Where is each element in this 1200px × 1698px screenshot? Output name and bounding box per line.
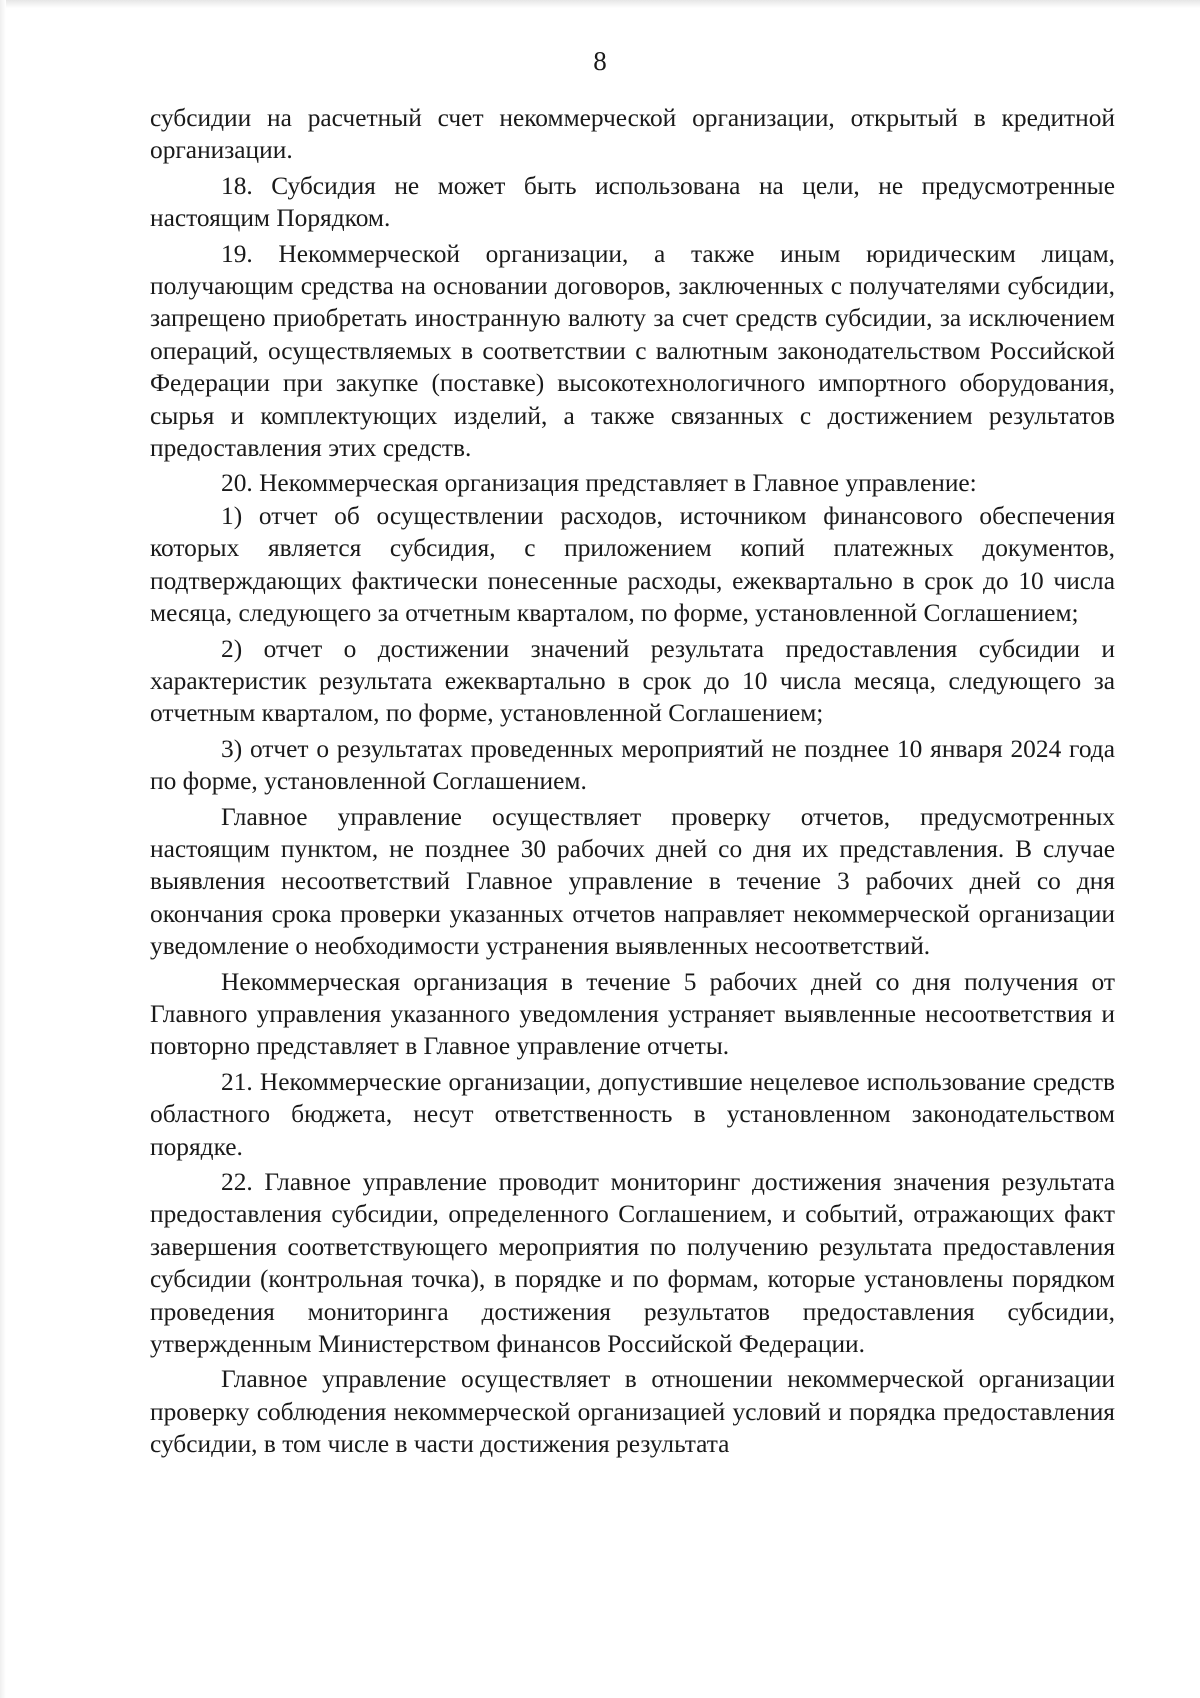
scan-edge-top bbox=[0, 0, 1200, 8]
scan-edge-left bbox=[0, 0, 6, 1698]
paragraph-continuation: субсидии на расчетный счет некоммерческой организации, открытый в кредитной организации. bbox=[150, 104, 1115, 165]
paragraph-item-20: 20. Некоммерческая организация представляет в Главное управление: bbox=[221, 469, 977, 498]
paragraph-report-check: Главное управление осуществляет проверку отчетов, предусмотренных настоящим пунктом, не позднее 30 рабочих дней со дня их представления. В случае выявления несоответствий Главное управление в течение 3 рабочих дней со дня окончания срока проверки указанных отчетов направляет некоммерческой организации уведомление о необходимости устранения выявленных несоответствий. bbox=[150, 802, 1115, 961]
paragraph-subitem-3: 3) отчет о результатах проведенных мероприятий не позднее 10 января 2024 года по форме, установленной Соглашением. bbox=[150, 734, 1115, 796]
paragraph-item-22: 22. Главное управление проводит мониторинг достижения значения результата предоставления субсидии, определенного Соглашением, и событий, отражающих факт завершения соответствующего мероприятия по получению результата предоставления субсидии (контрольная точка), в порядке и по формам, которые установлены порядком проведения мониторинга достижения результатов предоставления субсидии, утвержденным Министерством финансов Российской Федерации. bbox=[150, 1168, 1115, 1359]
page-number: 8 bbox=[593, 46, 607, 76]
paragraph-compliance-check: Главное управление осуществляет в отношении некоммерческой организации проверку соблюдения некоммерческой организацией условий и порядка предоставления субсидии, в том числе в части достижения результата bbox=[150, 1365, 1115, 1459]
paragraph-item-21: 21. Некоммерческие организации, допустившие нецелевое использование средств областного бюджета, несут ответственность в установленном законодательством порядке. bbox=[150, 1067, 1115, 1161]
paragraph-corrections: Некоммерческая организация в течение 5 рабочих дней со дня получения от Главного управления указанного уведомления устраняет выявленные несоответствия и повторно представляет в Главное управление отчеты. bbox=[150, 967, 1115, 1061]
paragraph-item-18: 18. Субсидия не может быть использована на цели, не предусмотренные настоящим Порядком. bbox=[150, 171, 1115, 233]
paragraph-subitem-1: 1) отчет об осуществлении расходов, источником финансового обеспечения которых является субсидия, с приложением копий платежных документов, подтверждающих фактически понесенные расходы, ежеквартально в срок до 10 числа месяца, следующего за отчетным кварталом, по форме, установленной Соглашением; bbox=[150, 501, 1115, 628]
paragraph-item-19: 19. Некоммерческой организации, а также иным юридическим лицам, получающим средства на основании договоров, заключенных с получателями субсидии, запрещено приобретать иностранную валюту за счет средств субсидии, за исключением операций, осуществляемых в соответствии с валютным законодательством Российской Федерации при закупке (поставке) высокотехнологичного импортного оборудования, сырья и комплектующих изделий, а также связанных с достижением результатов предоставления этих средств. bbox=[150, 239, 1115, 463]
paragraph-subitem-2: 2) отчет о достижении значений результата предоставления субсидии и характеристик результата ежеквартально в срок до 10 числа месяца, следующего за отчетным кварталом, по форме, установленной Соглашением; bbox=[150, 634, 1115, 728]
document-body bbox=[150, 102, 1115, 1461]
